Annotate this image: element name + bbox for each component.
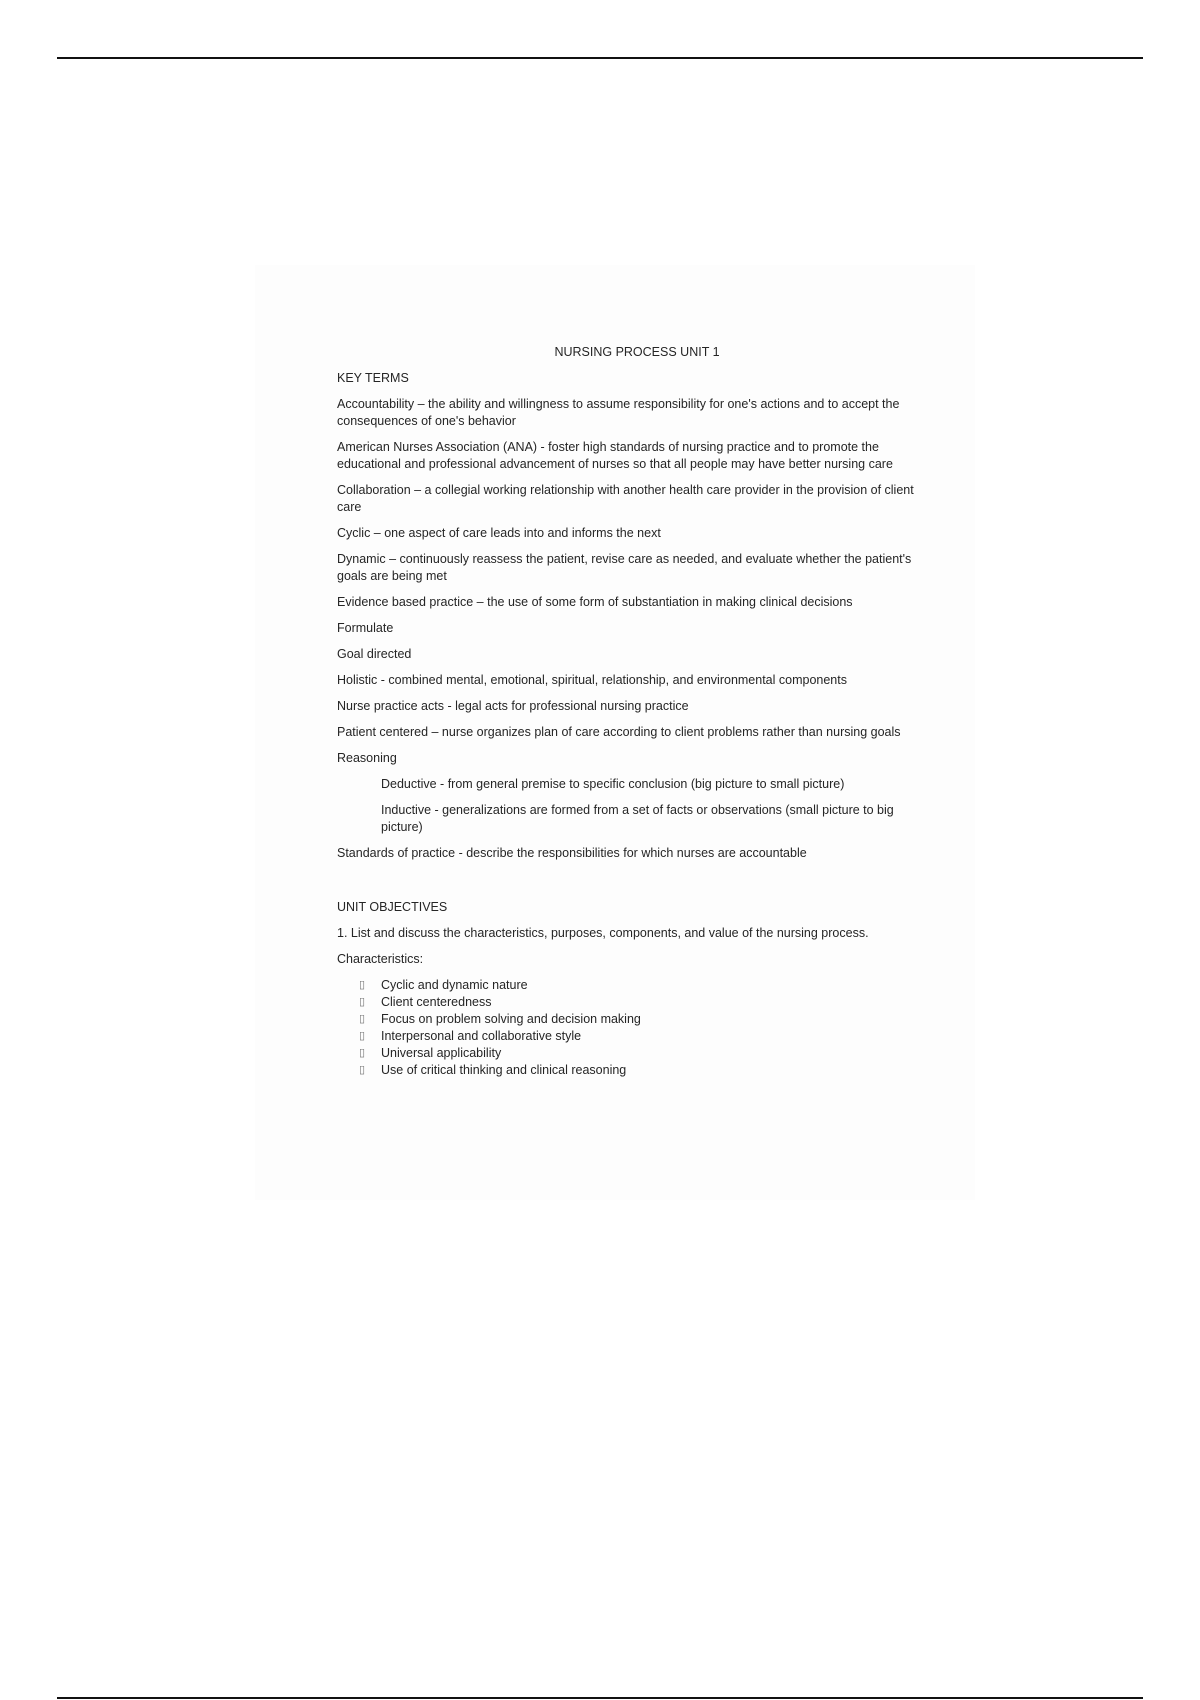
term-evidence-based-practice: Evidence based practice – the use of some form of substantiation in making clinical decisions bbox=[337, 595, 853, 609]
term-standards-of-practice: Standards of practice - describe the responsibilities for which nurses are accountable bbox=[337, 846, 807, 860]
list-item bbox=[337, 994, 937, 1011]
term-formulate: Formulate bbox=[337, 621, 394, 635]
objective-1: 1. List and discuss the characteristics, purposes, components, and value of the nursing process. bbox=[337, 926, 869, 940]
list-item bbox=[337, 1045, 937, 1062]
list-item-text: Focus on problem solving and decision making bbox=[381, 1012, 641, 1026]
unit-objectives-heading: UNIT OBJECTIVES bbox=[337, 900, 448, 914]
characteristics-list bbox=[337, 977, 937, 1079]
bullet-icon: ▯ bbox=[359, 1047, 366, 1059]
subterm-deductive: Deductive - from general premise to specific conclusion (big picture to small picture) bbox=[381, 777, 845, 791]
term-ana: American Nurses Association (ANA) - foster high standards of nursing practice and to promote the educational and professional advancement of nurses so that all people may have better nursing care bbox=[337, 440, 893, 471]
list-item bbox=[337, 977, 937, 994]
list-item-text: Client centeredness bbox=[381, 995, 492, 1009]
bullet-icon: ▯ bbox=[359, 979, 366, 991]
subterm-inductive: Inductive - generalizations are formed from a set of facts or observations (small picture to big picture) bbox=[381, 803, 894, 834]
term-cyclic: Cyclic – one aspect of care leads into and informs the next bbox=[337, 526, 661, 540]
list-item bbox=[337, 1028, 937, 1045]
list-item-text: Use of critical thinking and clinical reasoning bbox=[381, 1063, 627, 1077]
bullet-icon: ▯ bbox=[359, 1013, 366, 1025]
term-reasoning: Reasoning bbox=[337, 751, 397, 765]
bullet-icon: ▯ bbox=[359, 996, 366, 1008]
term-nurse-practice-acts: Nurse practice acts - legal acts for professional nursing practice bbox=[337, 699, 689, 713]
characteristics-label: Characteristics: bbox=[337, 952, 424, 966]
bullet-icon: ▯ bbox=[359, 1030, 366, 1042]
list-item bbox=[337, 1011, 937, 1028]
top-divider bbox=[57, 57, 1143, 59]
list-item-text: Cyclic and dynamic nature bbox=[381, 978, 528, 992]
bullet-icon: ▯ bbox=[359, 1064, 366, 1076]
term-patient-centered: Patient centered – nurse organizes plan of care according to client problems rather than nursing goals bbox=[337, 725, 901, 739]
bottom-divider bbox=[57, 1697, 1143, 1699]
list-item-text: Interpersonal and collaborative style bbox=[381, 1029, 582, 1043]
section-spacer bbox=[337, 871, 937, 899]
list-item-text: Universal applicability bbox=[381, 1046, 502, 1060]
document-title: NURSING PROCESS UNIT 1 bbox=[554, 345, 720, 359]
term-dynamic: Dynamic – continuously reassess the patient, revise care as needed, and evaluate whether the patient's goals are being met bbox=[337, 552, 912, 583]
document-body bbox=[337, 344, 937, 1079]
term-goal-directed: Goal directed bbox=[337, 647, 412, 661]
term-collaboration: Collaboration – a collegial working relationship with another health care provider in the provision of client care bbox=[337, 483, 914, 514]
term-accountability: Accountability – the ability and willingness to assume responsibility for one's actions and to accept the consequences of one's behavior bbox=[337, 397, 900, 428]
key-terms-heading: KEY TERMS bbox=[337, 371, 409, 385]
term-holistic: Holistic - combined mental, emotional, spiritual, relationship, and environmental components bbox=[337, 673, 847, 687]
list-item bbox=[337, 1062, 937, 1079]
